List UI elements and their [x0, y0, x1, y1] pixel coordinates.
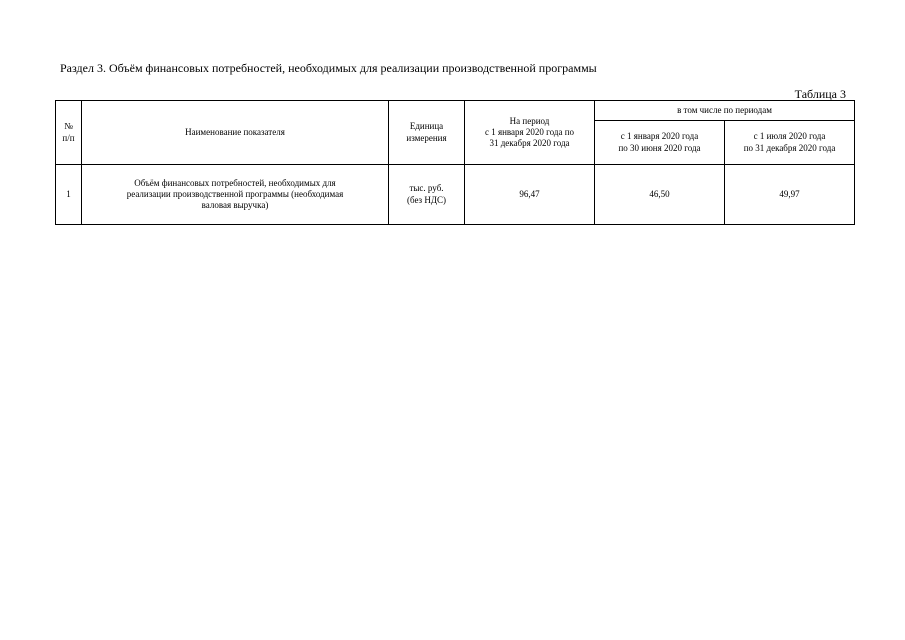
header-row-top: [56, 101, 855, 121]
row-num: 1: [56, 165, 82, 225]
row-unit-line1: тыс. руб.: [409, 183, 444, 194]
header-periods-group: в том числе по периодам: [595, 101, 855, 121]
row-unit: [389, 165, 465, 225]
row-name-line1: Объём финансовых потребностей, необходимых для: [134, 177, 336, 188]
header-unit-line2: измерения: [406, 132, 447, 143]
header-num-line2: п/п: [62, 132, 75, 143]
row-name-line3: валовая выручка): [201, 200, 269, 211]
header-period1: [595, 121, 725, 165]
header-total-line2: с 1 января 2020 года по: [484, 126, 575, 137]
table-row: [56, 165, 855, 225]
row-total-value: 96,47: [465, 165, 595, 225]
header-period2-line1: с 1 июля 2020 года: [753, 131, 826, 142]
section-title: Раздел 3. Объём финансовых потребностей, необходимых для реализации производственной программы: [60, 61, 597, 75]
header-period2-line2: по 31 декабря 2020 года: [743, 142, 836, 153]
header-num-line1: №: [64, 121, 73, 132]
header-total-line1: На период: [509, 115, 550, 126]
table-label: Таблица 3: [794, 87, 846, 101]
row-name-line2: реализации производственной программы (необходимая: [126, 188, 344, 199]
header-period1-line1: с 1 января 2020 года: [620, 131, 699, 142]
header-num: [56, 101, 82, 165]
header-total-line3: 31 декабря 2020 года: [489, 138, 570, 149]
row-period1-value: 46,50: [595, 165, 725, 225]
header-name: Наименование показателя: [82, 101, 389, 165]
header-period2: [725, 121, 855, 165]
financial-needs-table: [55, 100, 855, 225]
row-unit-line2: (без НДС): [406, 194, 446, 205]
header-unit-line1: Единица: [409, 121, 444, 132]
row-indicator-name: [82, 165, 389, 225]
header-unit: [389, 101, 465, 165]
header-period1-line2: по 30 июня 2020 года: [618, 142, 701, 153]
row-period2-value: 49,97: [725, 165, 855, 225]
header-total-period: [465, 101, 595, 165]
